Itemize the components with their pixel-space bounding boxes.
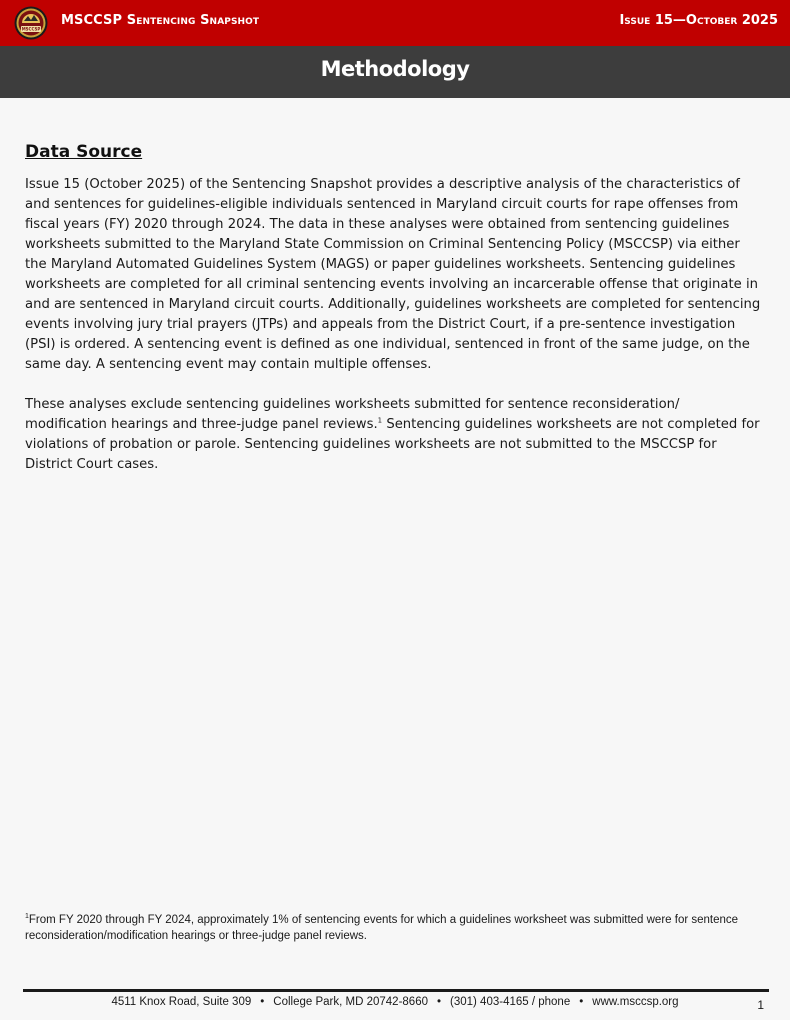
footer-divider — [23, 989, 769, 992]
footer-phone: (301) 403-4165 / phone — [450, 996, 571, 1008]
paragraph-exclusions-part1: These analyses exclude sentencing guidelines worksheets submitted for sentence reconsideration/ modification hearings and three-judge panel reviews. — [25, 397, 680, 432]
footnote-reference[interactable]: 1 — [377, 416, 383, 425]
footer-separator: • — [579, 996, 584, 1008]
footnote-marker: 1 — [25, 913, 29, 921]
issue-label: Issue 15—October 2025 — [619, 13, 778, 28]
paragraph-exclusions — [25, 395, 765, 475]
page-number: 1 — [757, 998, 764, 1012]
title-bar — [0, 46, 790, 98]
footer-separator: • — [436, 996, 442, 1008]
page-title: Methodology — [320, 57, 470, 81]
footer-contact — [0, 996, 790, 1008]
footnote-text: From FY 2020 through FY 2024, approximately 1% of sentencing events for which a guidelines worksheet was submitted were for sentence reconsideration/modification hearings or three-judge panel reviews. — [25, 914, 739, 942]
msccsp-seal-logo — [14, 6, 48, 40]
footer-website-link[interactable]: www.msccsp.org — [592, 996, 679, 1008]
footer-city: College Park, MD 20742-8660 — [273, 996, 428, 1008]
header-bar — [0, 0, 790, 46]
footer-address: 4511 Knox Road, Suite 309 — [111, 996, 252, 1008]
footnote — [25, 912, 765, 944]
paragraph-exclusions-part2: Sentencing guidelines worksheets are not completed for violations of probation or parole. Sentencing guidelines worksheets are not submitted to the MSCCSP for District Court cases. — [25, 417, 760, 472]
publication-name: MSCCSP Sentencing Snapshot — [61, 13, 260, 28]
footer-separator: • — [260, 996, 265, 1008]
main-content — [25, 142, 765, 475]
svg-text:MSCCSP: MSCCSP — [21, 26, 41, 32]
section-heading: Data Source — [25, 142, 143, 162]
paragraph-data-source: Issue 15 (October 2025) of the Sentencing Snapshot provides a descriptive analysis of the characteristics of and sentences for guidelines-eligible individuals sentenced in Maryland circuit courts for rape offenses from fiscal years (FY) 2020 through 2024. The data in these analyses were obtained from sentencing guidelines worksheets submitted to the Maryland State Commission on Criminal Sentencing Policy (MSCCSP) via either the Maryland Automated Guidelines System (MAGS) or paper guidelines worksheets. Sentencing guidelines worksheets are completed for all criminal sentencing events involving an incarcerable offense that originate in and are sentenced in Maryland circuit courts. Additionally, guidelines worksheets are completed for sentencing events involving jury trial prayers (JTPs) and appeals from the District Court, if a pre-sentence investigation (PSI) is ordered. A sentencing event is defined as one individual, sentenced in front of the same judge, on the same day. A sentencing event may contain multiple offenses. — [25, 177, 761, 372]
